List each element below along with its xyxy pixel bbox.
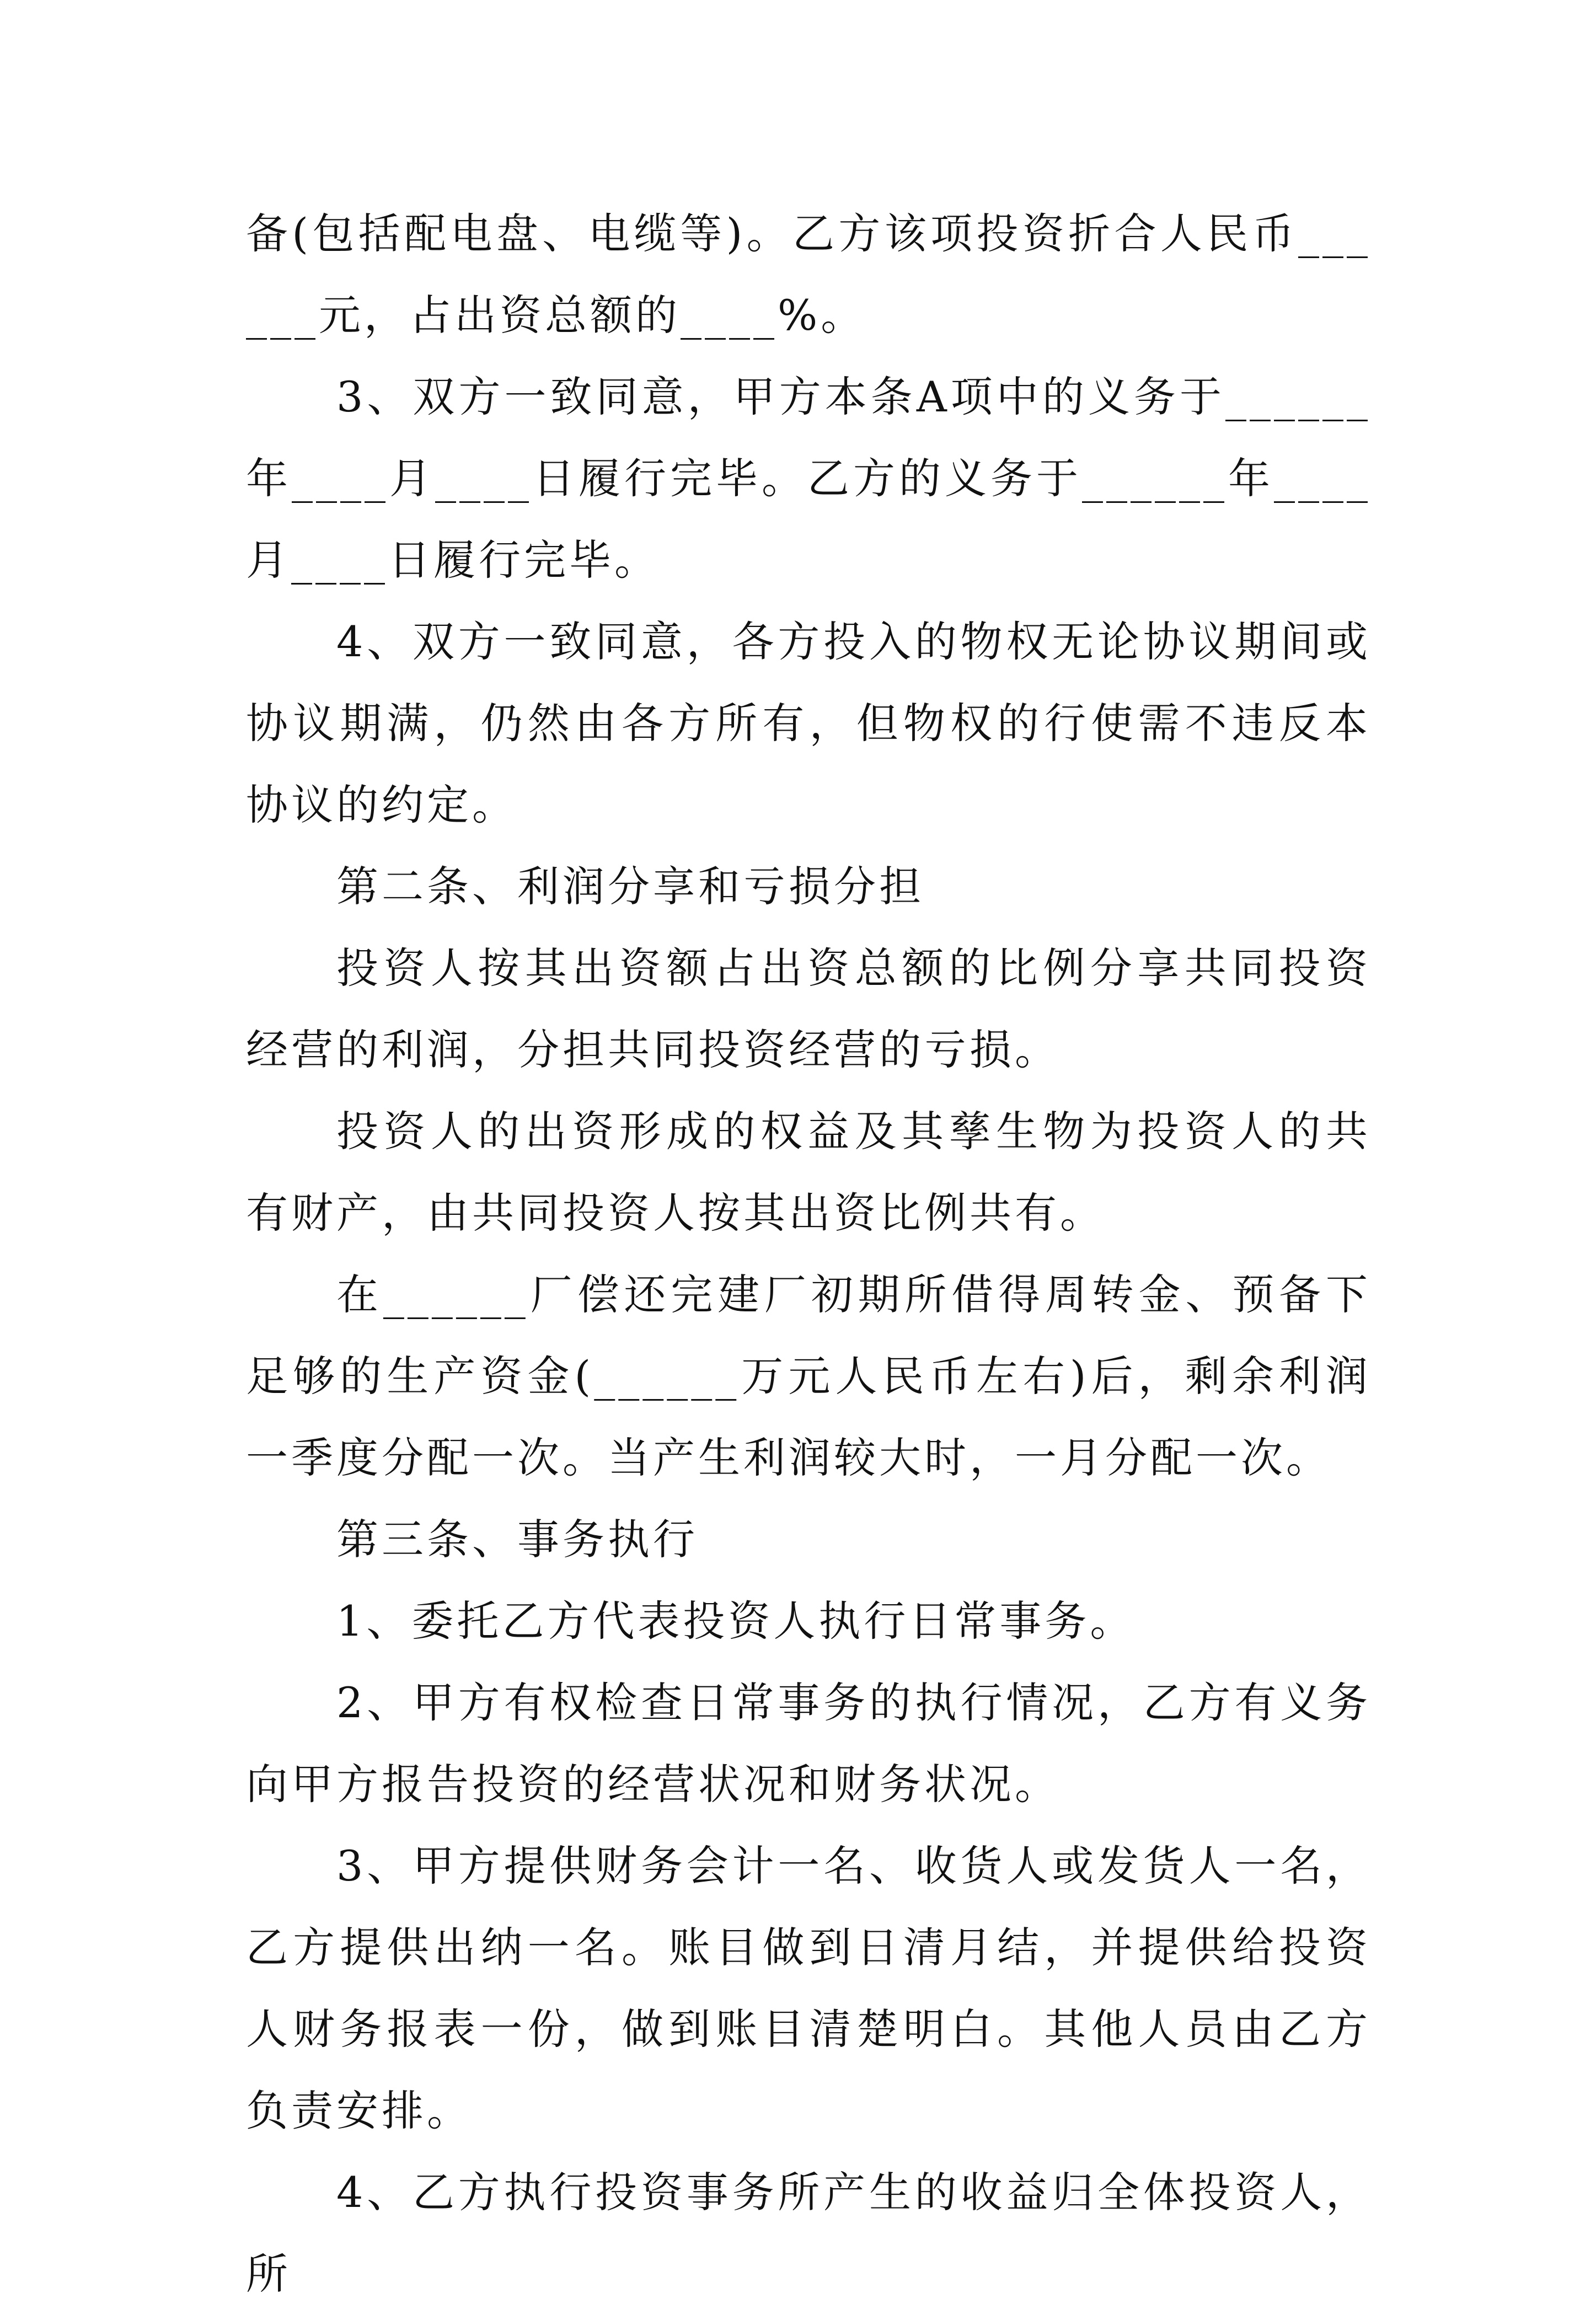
paragraph-clause-4: 4、双方一致同意，各方投入的物权无论协议期间或协议期满，仍然由各方所有，但物权的行使需不违反本协议的约定。: [246, 617, 1371, 829]
paragraph-duty-1: 1、委托乙方代表投资人执行日常事务。: [336, 1596, 1136, 1646]
paragraph-duty-4: 4、乙方执行投资事务所产生的收益归全体投资人，所: [246, 2168, 1371, 2298]
paragraph-duty-2: 2、甲方有权检查日常事务的执行情况，乙方有义务向甲方报告投资的经营状况和财务状况。: [246, 1678, 1371, 1809]
paragraph-profit-distribution: 在______厂偿还完建厂初期所借得周转金、预备下足够的生产资金(______万元人民币左右)后，剩余利润一季度分配一次。当产生利润较大时，一月分配一次。: [246, 1270, 1371, 1482]
paragraph-clause-3: 3、双方一致同意，甲方本条A项中的义务于______年____月____日履行完毕。乙方的义务于______年____月____日履行完毕。: [246, 372, 1371, 585]
document-body: [246, 193, 1371, 2315]
paragraph-duty-3: 3、甲方提供财务会计一名、收货人或发货人一名，乙方提供出纳一名。账目做到日清月结，并提供给投资人财务报表一份，做到账目清楚明白。其他人员由乙方负责安排。: [246, 1841, 1371, 2135]
paragraph-joint-property: 投资人的出资形成的权益及其孳生物为投资人的共有财产，由共同投资人按其出资比例共有。: [246, 1107, 1371, 1237]
paragraph-profit-sharing: 投资人按其出资额占出资总额的比例分享共同投资经营的利润，分担共同投资经营的亏损。: [246, 944, 1371, 1074]
section-heading-article-2: 第二条、利润分享和亏损分担: [336, 862, 924, 911]
section-heading-article-3: 第三条、事务执行: [336, 1515, 698, 1564]
paragraph-continuation: 备(包括配电盘、电缆等)。乙方该项投资折合人民币______元，占出资总额的____%。: [246, 209, 1371, 340]
